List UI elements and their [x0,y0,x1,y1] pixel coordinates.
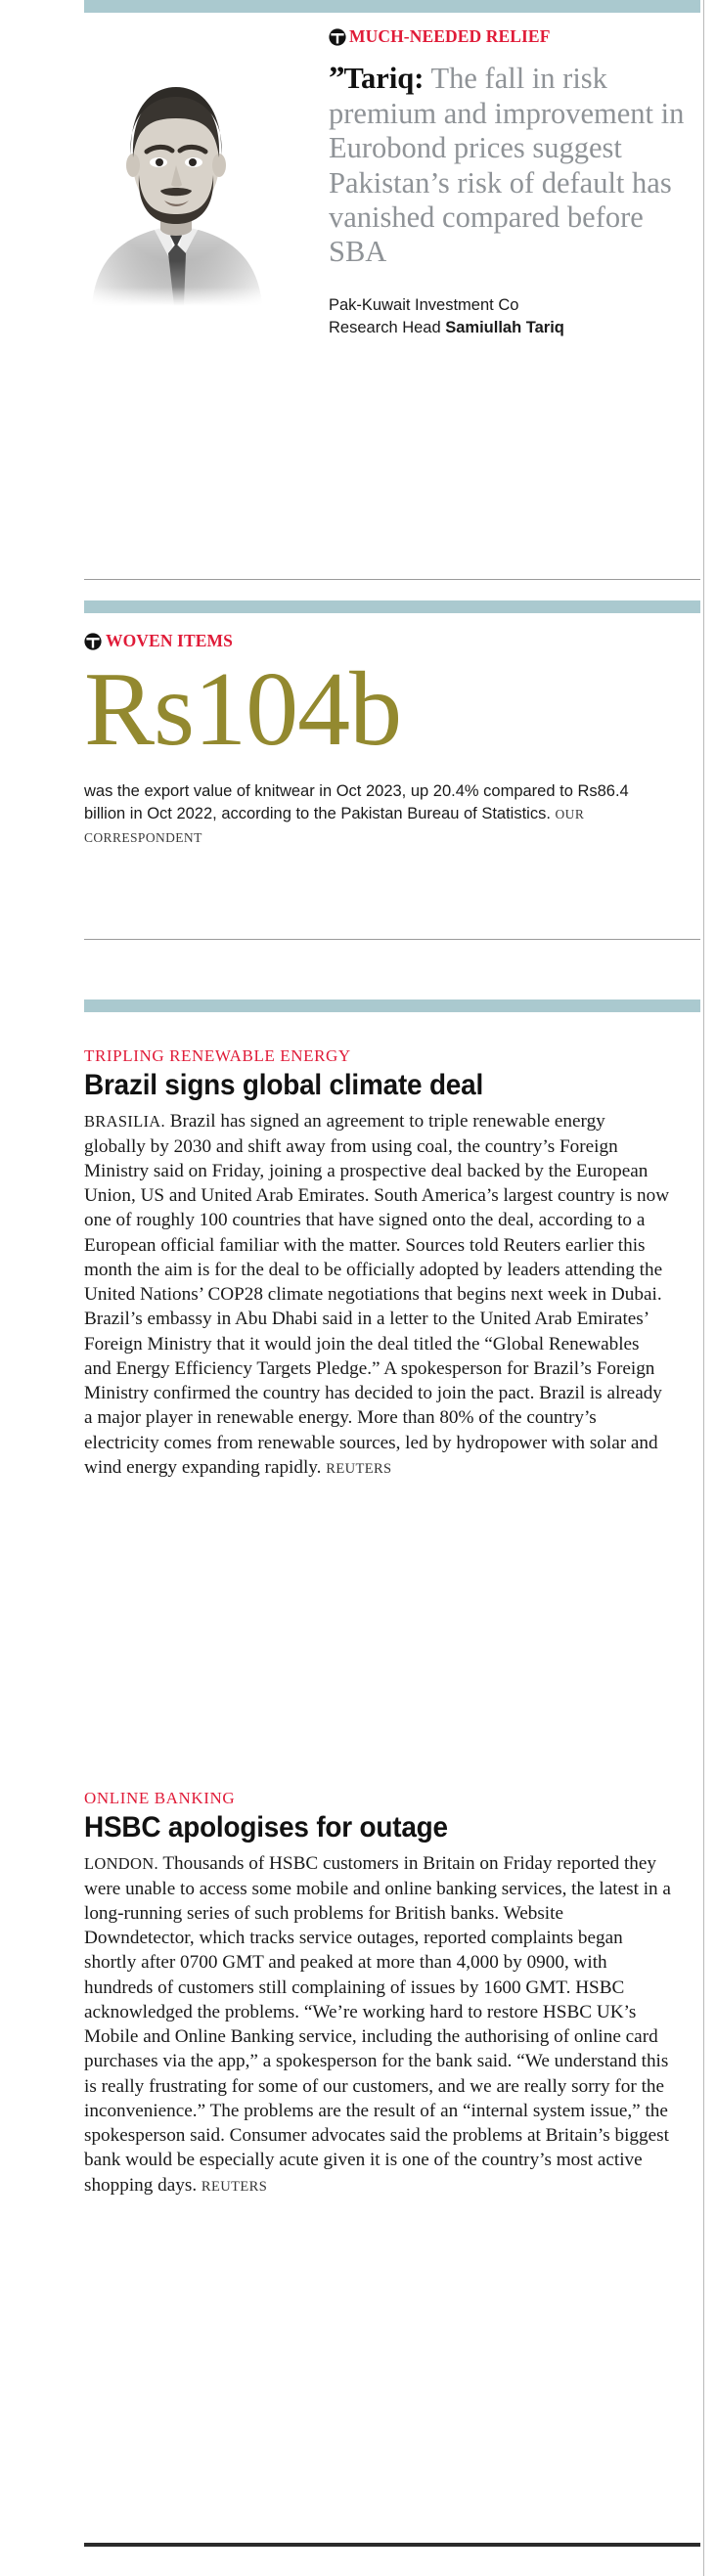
big-number-block [0,600,700,865]
big-number-value: Rs104b [84,651,402,768]
pull-quote [329,60,700,269]
article-hsbc [0,1790,700,2198]
article-dateline: BRASILIA. [84,1112,165,1132]
article-brazil [0,999,700,1480]
quote-mark-glyph: ” [329,61,344,96]
quote-text-column [329,28,700,339]
article-body [84,1109,671,1480]
article-kicker: ONLINE BANKING [84,1789,236,1807]
article-body [84,1851,671,2198]
article-inner [0,1790,700,2198]
big-number-description-text: was the export value of knitwear in Oct 2023, up 20.4% compared to Rs86.4 billion in Oct 2022, according to the Pakistan Bureau of Statistics. [84,781,629,823]
big-number-description [84,780,669,849]
section-bar-blue [84,999,700,1012]
attribution-role-line [329,317,700,339]
section-bar-blue [84,0,700,13]
portrait-photo [76,62,277,306]
big-number-inner [0,633,700,849]
tribune-t-logo-icon [329,28,346,46]
divider-after-quote [84,579,700,580]
article-body-text: Brazil has signed an agreement to triple renewable energy globally by 2030 and shift away from using coal, the country’s Foreign Ministry said on Friday, joining a prospective deal backed by the European Union, US and United Arab Emirates. South America’s largest country is now one of roughly 100 countries that have signed onto the deal, according to a European official familiar with the matter. Sources told Reuters earlier this month the aim is for the deal to be officially adopted by leaders attending the United Nations’ COP28 climate negotiations that begins next week in Dubai. Brazil’s embassy in Abu Dhabi said in a letter to the United Arab Emirates’ Foreign Ministry that it would join the deal titled the “Global Renewables and Energy Efficiency Targets Pledge.” A spokesperson for Brazil’s Foreign Ministry confirmed the country has decided to join the pact. Brazil is already a major player in renewable energy. More than 80% of the country’s electricity comes from renewable sources, led by hydropower with solar and wind energy expanding rapidly. [84,1111,670,1478]
article-headline[interactable]: Brazil signs global climate deal [84,1068,484,1101]
attribution-role: Research Head [329,318,446,336]
number-kicker [84,633,687,650]
quote-block [0,0,700,498]
article-dateline: LONDON. [84,1854,158,1874]
quote-attribution [329,294,700,339]
article-wire-credit: REUTERS [201,2178,268,2195]
article-headline[interactable]: HSBC apologises for outage [84,1810,448,1843]
big-number-credit: OUR CORRESPONDENT [84,807,585,845]
quote-kicker [329,28,700,46]
attribution-person-name: Samiullah Tariq [445,318,564,336]
portrait-illustration [76,62,277,306]
attribution-organisation: Pak-Kuwait Investment Co [329,296,519,315]
article-inner [0,1047,700,1480]
quote-body [0,28,700,498]
article-body-text: Thousands of HSBC customers in Britain on Friday reported they were unable to access some mobile and online banking services, the latest in a long-running series of such problems for British banks. Website Downdetector, which tracks service outages, reported complaints began shortly after 0700 GMT and peaked at more than 4,000 by 0900, with hundreds of customers still complaining of issues by 1600 GMT. HSBC acknowledged the problems. “We’re working hard to restore HSBC UK’s Mobile and Online Banking service, including the authorising of online card purchases via the app,” a spokesperson for the bank said. “We understand this is really frustrating for some of our customers, and we are really sorry for the inconvenience.” The problems are the result of an “internal system issue,” the spokesperson said. Consumer advocates said the problems at Britain’s biggest bank would be especially acute given it is one of the country’s most active shopping days. [84,1853,671,2196]
quote-body-text: The fall in risk premium and improvement in Eurobond prices suggest Pakistan’s risk of default has vanished compared before SBA [329,62,685,268]
quote-kicker-label: MUCH-NEEDED RELIEF [349,26,551,47]
bottom-thick-rule [84,2543,700,2547]
tribune-t-logo-icon [84,633,102,650]
number-kicker-label: WOVEN ITEMS [106,631,233,651]
column-divider-rule [703,0,704,2576]
article-wire-credit: REUTERS [326,1460,392,1477]
quote-speaker-name: Tariq: [343,62,425,95]
article-kicker: TRIPLING RENEWABLE ENERGY [84,1046,351,1065]
section-bar-blue [84,600,700,613]
divider-after-number [84,939,700,940]
